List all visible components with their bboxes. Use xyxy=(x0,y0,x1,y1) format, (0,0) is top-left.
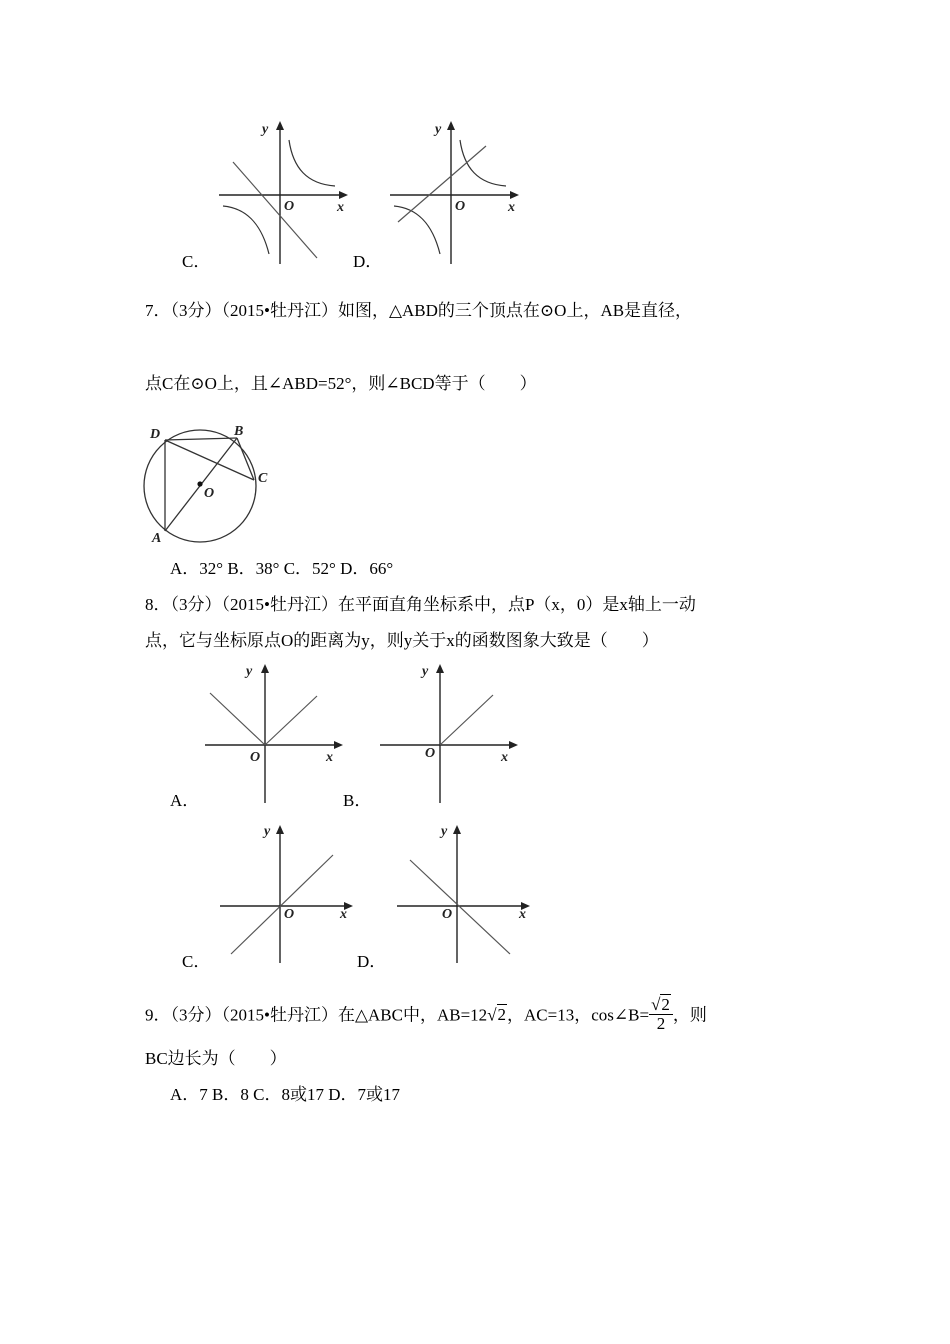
q7-label-o: O xyxy=(204,486,215,501)
q9-sqrt-arg: 2 xyxy=(497,1005,507,1025)
q6-option-d[interactable]: D． xyxy=(353,252,383,271)
q7-text-line1: 7．（3分）（2015•牡丹江）如图，△ABD的三个顶点在⊙O上，AB是直径， xyxy=(145,301,693,320)
q8b-axis-x: x xyxy=(501,750,508,765)
q8b-axis-y: y xyxy=(422,664,429,679)
q9-frac-num-arg: 2 xyxy=(661,995,670,1014)
q8a-origin: O xyxy=(250,750,261,765)
q8d-origin: O xyxy=(442,907,453,922)
q7-label-c: C xyxy=(258,471,268,486)
q8-text-line1: 8．（3分）（2015•牡丹江）在平面直角坐标系中，点P（x，0）是x轴上一动 xyxy=(145,595,696,614)
q6d-axis-y: y xyxy=(435,122,442,137)
q9-middle: ，AC=13，cos∠B= xyxy=(507,1005,650,1025)
q9-text-line2: BC边长为（ ） xyxy=(145,1049,287,1068)
q7-text-line2: 点C在⊙O上，且∠ABD=52°，则∠BCD等于（ ） xyxy=(145,374,537,393)
q7-circle-figure xyxy=(140,420,280,550)
q7-options[interactable]: A．32° B．38° C．52° D．66° xyxy=(170,559,394,578)
q8-text-line2: 点，它与坐标原点O的距离为y，则y关于x的函数图象大致是（ ） xyxy=(145,631,659,650)
q7-label-b: B xyxy=(234,424,244,439)
q8d-axis-x: x xyxy=(519,907,526,922)
q8a-axis-x: x xyxy=(326,750,333,765)
q9-sqrt: √2 xyxy=(487,1005,507,1025)
q9-options[interactable]: A．7 B．8 C．8或17 D．7或17 xyxy=(170,1085,400,1104)
q6-option-c[interactable]: C． xyxy=(182,252,211,271)
q8d-axis-y: y xyxy=(441,824,448,839)
q8-option-c[interactable]: C． xyxy=(182,952,211,971)
q8-graph-b xyxy=(375,660,525,808)
q9-suffix: ，则 xyxy=(672,1005,707,1025)
q8c-axis-y: y xyxy=(264,824,271,839)
q6c-axis-x: x xyxy=(337,200,344,215)
q8-graph-a xyxy=(200,660,350,808)
q8c-origin: O xyxy=(284,907,295,922)
q7-label-d: D xyxy=(150,427,161,442)
q6c-origin: O xyxy=(284,199,295,214)
q6d-origin: O xyxy=(455,199,466,214)
q6-graph-c xyxy=(215,118,350,268)
q6c-axis-y: y xyxy=(262,122,269,137)
q9-prefix: 9．（3分）（2015•牡丹江）在△ABC中，AB=12 xyxy=(145,1005,488,1025)
q8-option-a[interactable]: A． xyxy=(170,791,200,810)
q9-frac-num: √2 xyxy=(649,996,673,1015)
q8-graph-d xyxy=(392,820,542,968)
q8c-axis-x: x xyxy=(340,907,347,922)
q9-text-line1 xyxy=(145,995,707,1035)
q8a-axis-y: y xyxy=(246,664,253,679)
q6d-axis-x: x xyxy=(508,200,515,215)
q7-label-a: A xyxy=(152,531,162,546)
q8-graph-c xyxy=(215,820,365,968)
q6-graph-d xyxy=(386,118,521,268)
q9-fraction xyxy=(649,996,673,1033)
q8-option-b[interactable]: B． xyxy=(343,791,372,810)
q8b-origin: O xyxy=(425,746,436,761)
q8-option-d[interactable]: D． xyxy=(357,952,387,971)
q9-frac-den: 2 xyxy=(656,1014,666,1033)
